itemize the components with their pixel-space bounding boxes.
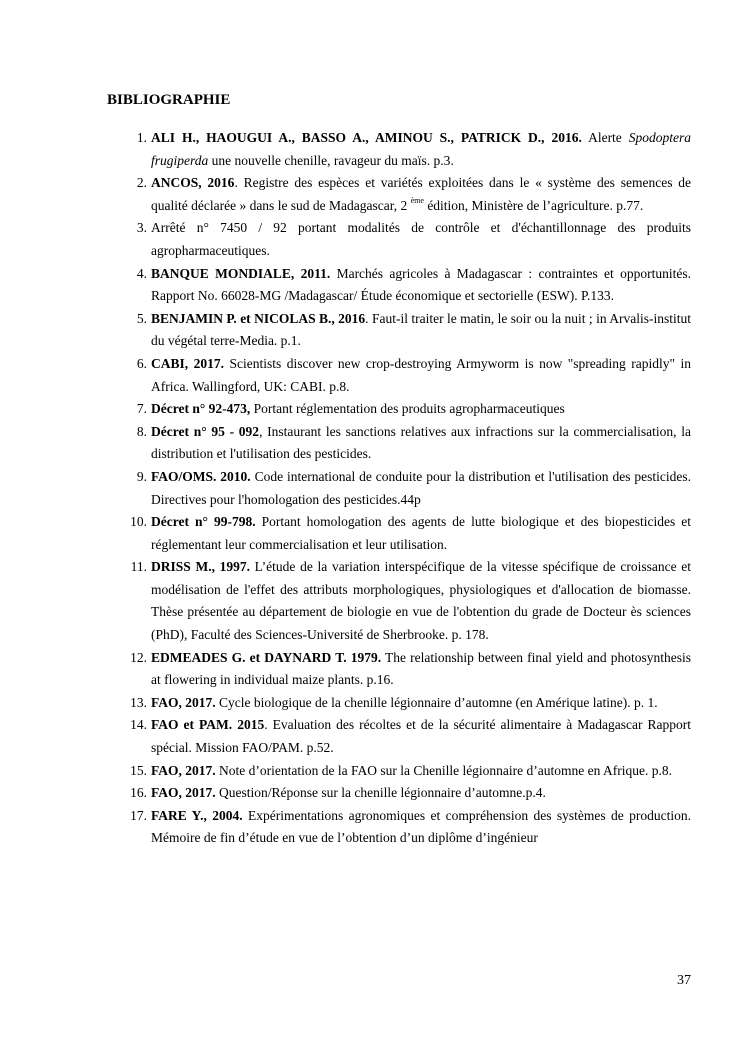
bibliography-entry-13 bbox=[120, 692, 691, 715]
entry-author: Décret n° 95 - 092 bbox=[151, 423, 260, 439]
entry-superscript: ème bbox=[410, 195, 424, 205]
bibliography-entry-9 bbox=[120, 466, 691, 511]
bibliography-entry-17 bbox=[120, 805, 691, 850]
entry-text: Cycle biologique de la chenille légionnaire d’automne (en Amérique latine). p. 1. bbox=[215, 694, 658, 710]
bibliography-entry-14 bbox=[120, 714, 691, 759]
entry-text: Scientists discover new crop-destroying Armyworm is now "spreading rapidly" in Africa. Wallingford, UK: CABI. p.8. bbox=[151, 355, 691, 394]
entry-number: 13. bbox=[130, 694, 147, 710]
entry-text: Marchés agricoles à Madagascar : contraintes et opportunités. Rapport No. 66028-MG /Madagascar/ Étude économique et sectorielle (ESW). P.133. bbox=[151, 265, 692, 304]
entry-text: , Instaurant les sanctions relatives aux infractions sur la commercialisation, la distribution et l'utilisation des pesticides. bbox=[151, 423, 692, 462]
entry-author: FAO, 2017. bbox=[151, 785, 216, 801]
bibliography-entry-5 bbox=[120, 308, 691, 353]
bibliography-entry-1 bbox=[120, 127, 691, 172]
entry-number: 4. bbox=[136, 265, 147, 281]
entry-text: . Registre des espèces et variétés exploitées dans le « système des semences de qualité déclarée » dans le sud de Madagascar, 2 bbox=[151, 175, 691, 213]
entry-number: 16. bbox=[130, 785, 147, 801]
entry-number: 10. bbox=[130, 514, 147, 530]
entry-author: Décret n° 92-473, bbox=[151, 401, 251, 417]
entry-text: Arrêté n° 7450 / 92 portant modalités de contrôle et d'échantillonnage des produits agropharmaceutiques. bbox=[151, 220, 691, 258]
entry-author: FAO, 2017. bbox=[151, 762, 216, 778]
entry-author: FAO, 2017. bbox=[151, 694, 216, 710]
entry-number: 6. bbox=[136, 355, 147, 371]
bibliography-entry-6 bbox=[120, 353, 691, 398]
bibliography-entry-11 bbox=[120, 556, 691, 646]
bibliography-list bbox=[120, 127, 691, 850]
entry-text: Alerte bbox=[581, 130, 629, 145]
entry-author: FAO et PAM. 2015 bbox=[151, 717, 265, 733]
entry-number: 12. bbox=[130, 649, 147, 665]
entry-text-continued: édition, Ministère de l’agriculture. p.77. bbox=[423, 197, 644, 213]
entry-author: ALI H., HAOUGUI A., BASSO A., AMINOU S., PATRICK D., 2016. bbox=[151, 130, 582, 145]
entry-text: Code international de conduite pour la distribution et l'utilisation des pesticides. Directives pour l'homologation des pesticides.44p bbox=[151, 468, 691, 507]
entry-text: . Faut-il traiter le matin, le soir ou la nuit ; in Arvalis-institut du végétal terre-Media. p.1. bbox=[151, 310, 691, 349]
bibliography-entry-3 bbox=[120, 217, 691, 262]
entry-italic: Spodoptera frugiperda bbox=[151, 130, 691, 168]
page-title: BIBLIOGRAPHIE bbox=[107, 92, 231, 108]
entry-text: Expérimentations agronomiques et compréhension des systèmes de production. Mémoire de fin d’étude en vue de l’obtention d’un diplôme d’ingénieur bbox=[151, 807, 691, 846]
bibliography-entry-15 bbox=[120, 760, 691, 783]
entry-number: 2. bbox=[136, 175, 147, 191]
bibliography-entry-16 bbox=[120, 782, 691, 805]
entry-text-continued: une nouvelle chenille, ravageur du maïs. p.3. bbox=[208, 152, 454, 168]
entry-author: EDMEADES G. et DAYNARD T. 1979. bbox=[151, 649, 382, 665]
entry-number: 17. bbox=[130, 807, 147, 823]
entry-text: Portant homologation des agents de lutte biologique et des biopesticides et réglementant leur commercialisation et leur utilisation. bbox=[151, 514, 691, 552]
bibliography-entry-8 bbox=[120, 421, 691, 466]
bibliography-entry-4 bbox=[120, 263, 691, 308]
bibliography-entry-2 bbox=[120, 172, 691, 217]
entry-number: 8. bbox=[136, 423, 147, 439]
entry-text: The relationship between final yield and photosynthesis at flowering in individual maize plants. p.16. bbox=[151, 649, 692, 688]
entry-text: Question/Réponse sur la chenille légionnaire d’automne.p.4. bbox=[215, 785, 546, 801]
entry-number: 14. bbox=[130, 717, 147, 733]
entry-number: 11. bbox=[130, 559, 147, 575]
entry-author: BANQUE MONDIALE, 2011. bbox=[151, 265, 331, 281]
page-number: 37 bbox=[677, 973, 691, 988]
bibliography-entry-7 bbox=[120, 398, 691, 421]
entry-number: 15. bbox=[130, 762, 147, 778]
entry-number: 5. bbox=[136, 310, 147, 326]
entry-text: L’étude de la variation interspécifique de la vitesse spécifique de croissance et modélisation de l'effet des attributs morphologiques, physiologiques et d'allocation de biomasse. Thèse présentée au département de biologie en vue de l'obtention du grade de Docteur ès sciences (PhD), Faculté des Sciences-Université de Sherbrooke. p. 178. bbox=[151, 559, 691, 643]
bibliography-entry-12 bbox=[120, 647, 691, 692]
entry-text: Portant réglementation des produits agropharmaceutiques bbox=[250, 401, 565, 417]
entry-number: 3. bbox=[136, 220, 147, 236]
entry-author: CABI, 2017. bbox=[151, 355, 224, 371]
entry-text: Note d’orientation de la FAO sur la Chenille légionnaire d’automne en Afrique. p.8. bbox=[215, 762, 673, 778]
entry-number: 1. bbox=[136, 130, 147, 145]
entry-number: 7. bbox=[136, 401, 147, 417]
entry-author: Décret n° 99-798. bbox=[151, 514, 256, 530]
entry-author: BENJAMIN P. et NICOLAS B., 2016 bbox=[151, 310, 366, 326]
entry-author: ANCOS, 2016 bbox=[151, 175, 235, 191]
entry-number: 9. bbox=[136, 468, 147, 484]
bibliography-entry-10 bbox=[120, 511, 691, 556]
entry-author: DRISS M., 1997. bbox=[151, 559, 250, 575]
entry-author: FARE Y., 2004. bbox=[151, 807, 243, 823]
entry-text: . Evaluation des récoltes et de la sécurité alimentaire à Madagascar Rapport spécial. Mission FAO/PAM. p.52. bbox=[151, 717, 692, 756]
entry-author: FAO/OMS. 2010. bbox=[151, 468, 251, 484]
